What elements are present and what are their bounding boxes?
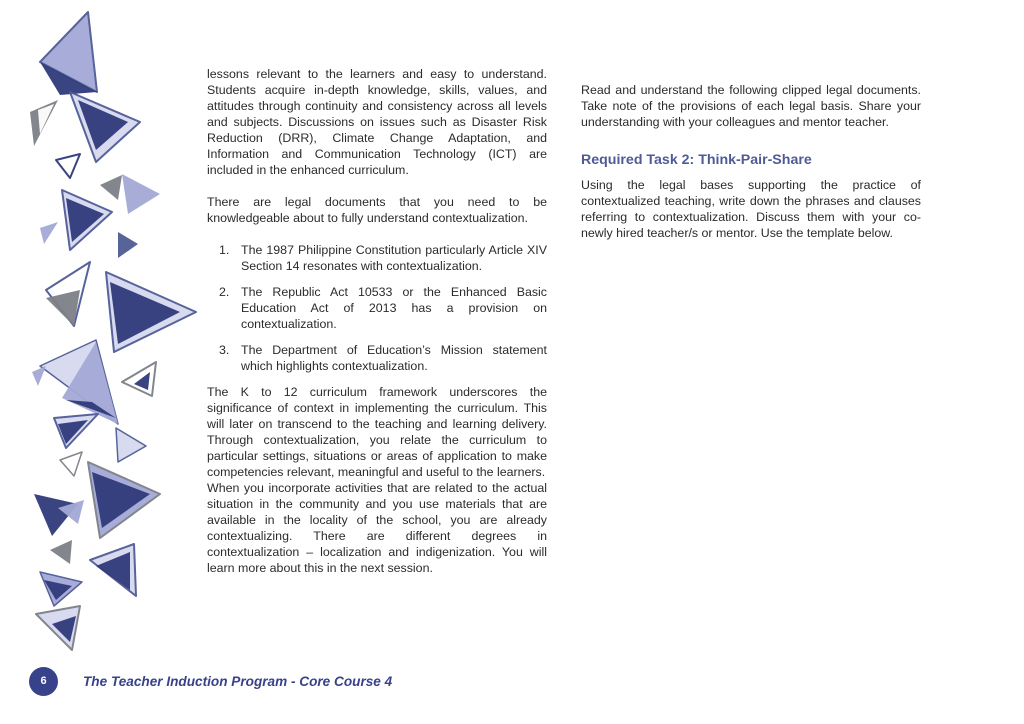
list-number: 2. [219, 285, 230, 299]
list-item [207, 342, 547, 374]
list-item-text: The 1987 Philippine Constitution particularly Article XIV Section 14 resonates with contextualization. [241, 243, 547, 273]
right-column [581, 82, 921, 241]
decorative-triangle [134, 372, 150, 390]
paragraph-curriculum-intro: lessons relevant to the learners and easy to understand. Students acquire in-depth knowledge, skills, values, and attitudes through continuity and consistency across all levels and subjects. Discussions on issues such as Disaster Risk Reduction (DRR), Climate Change Adaptation, and Information and Communication Technology (ICT) are included in the enhanced curriculum. [207, 67, 547, 177]
page-number-badge: 6 [29, 667, 58, 696]
decorative-triangle-border [0, 0, 200, 700]
page-footer [29, 666, 392, 696]
paragraph-k12-framework: The K to 12 curriculum framework underscores the significance of context in implementing the curriculum. This will later on transcend to the teaching and learning delivery. Through contextualization, you relate the curriculum to particular settings, situations or areas of application to make competencies relevant, meaningful and useful to the learners. [207, 385, 547, 479]
list-item [207, 284, 547, 332]
decorative-triangle [122, 362, 156, 396]
decorative-triangle [50, 540, 72, 564]
left-column [207, 66, 547, 576]
list-number: 3. [219, 343, 230, 357]
decorative-triangle [118, 232, 138, 258]
paragraph-contextualizing: When you incorporate activities that are related to the actual situation in the community and you use materials that are available in the locality of the school, you are already contextualizing. There are different degrees in contextualization – localization and indigenization. You will learn more about this in the next session. [207, 481, 547, 575]
paragraph-legal-documents: There are legal documents that you need to be knowledgeable about to fully understand contextualization. [207, 195, 547, 225]
paragraph-read-instructions: Read and understand the following clipped legal documents. Take note of the provisions of each legal basis. Share your understanding with your colleagues and mentor teacher. [581, 83, 921, 129]
list-item-text: The Department of Education’s Mission statement which highlights contextualization. [241, 343, 547, 373]
decorative-triangle [116, 428, 146, 462]
decorative-triangle [40, 222, 58, 244]
decorative-triangle [122, 174, 160, 214]
decorative-triangle [56, 154, 80, 178]
paragraph-task-instructions: Using the legal bases supporting the practice of contextualized teaching, write down the phrases and clauses referring to contextualization. Discuss them with your co-newly hired teacher/s or mentor. Use the template below. [581, 178, 921, 240]
task-heading: Required Task 2: Think-Pair-Share [581, 152, 812, 168]
decorative-triangle [32, 366, 46, 386]
decorative-triangle [60, 452, 82, 476]
legal-documents-list [207, 242, 547, 374]
decorative-triangle [100, 175, 122, 200]
list-item [207, 242, 547, 274]
list-item-text: The Republic Act 10533 or the Enhanced Basic Education Act of 2013 has a provision on contextualization. [241, 285, 547, 331]
footer-title: The Teacher Induction Program - Core Course 4 [83, 673, 393, 689]
list-number: 1. [219, 243, 230, 257]
